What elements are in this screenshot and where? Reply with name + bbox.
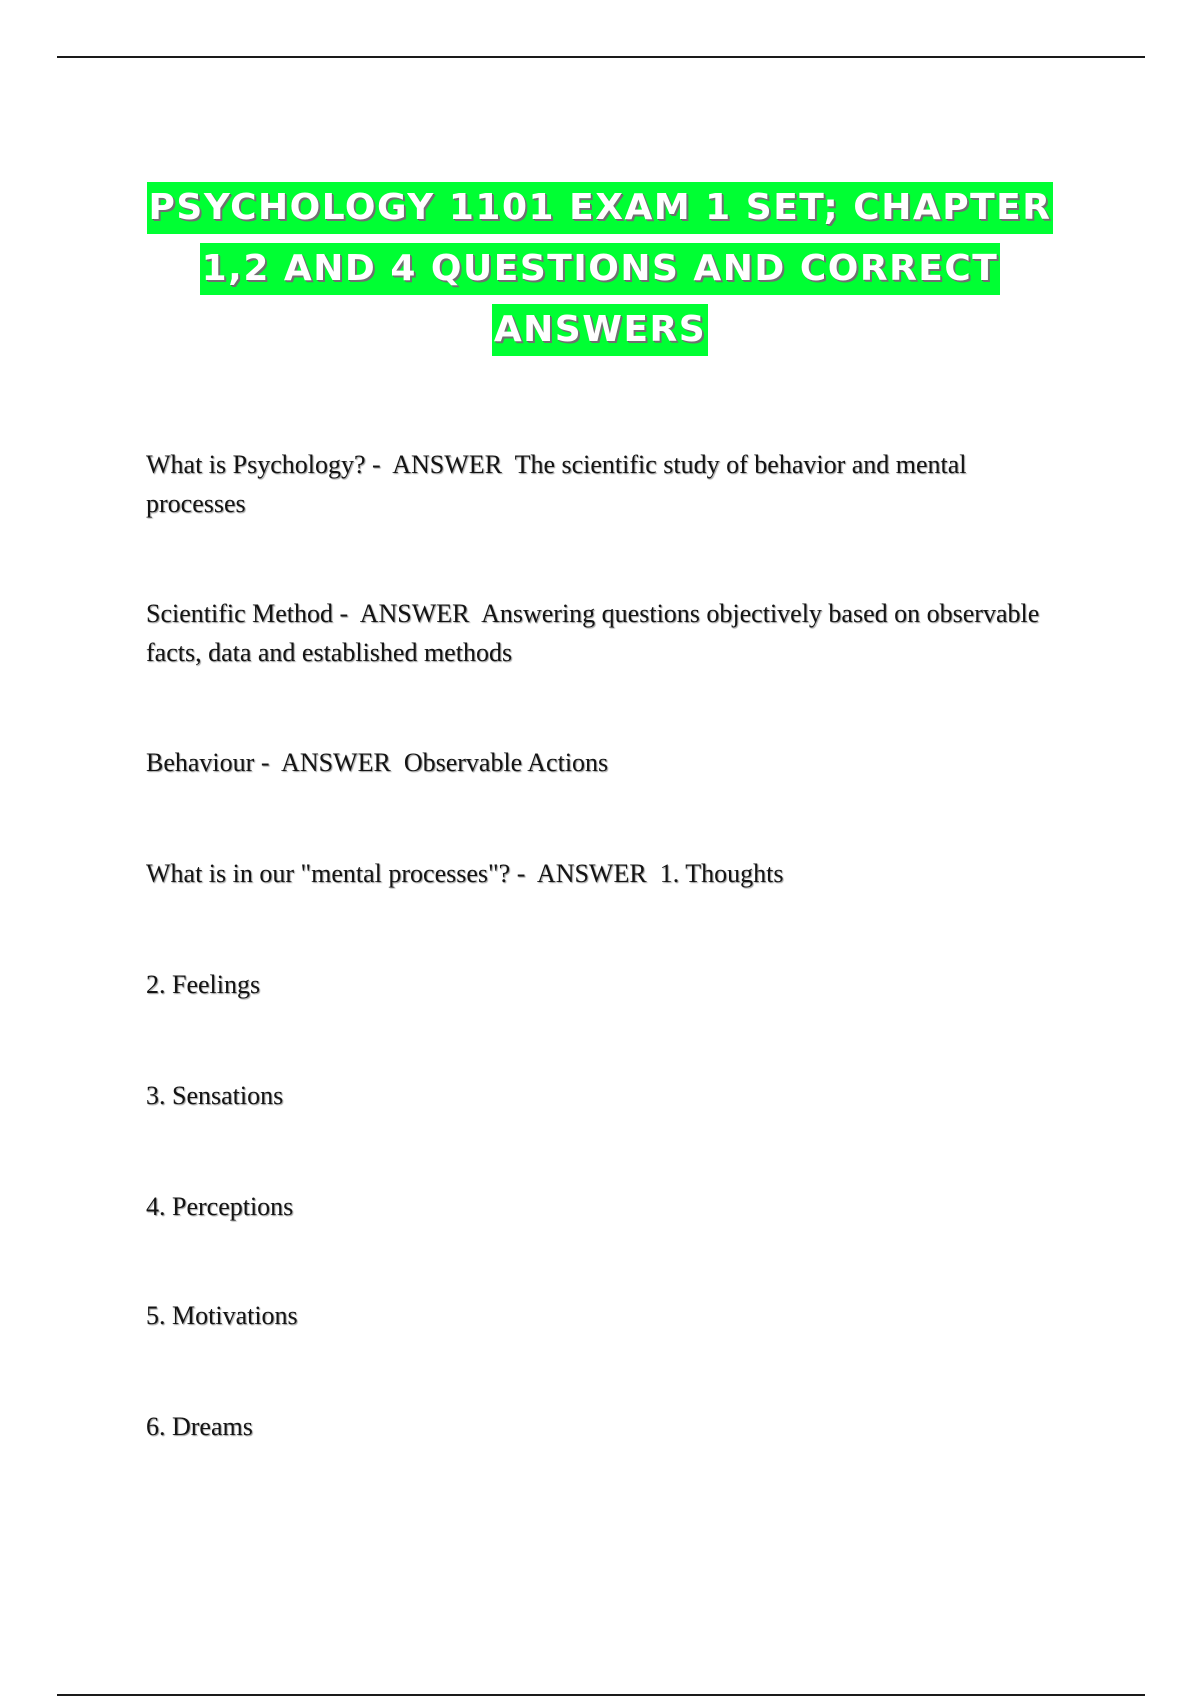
qa-entry [146, 445, 1066, 523]
list-item: 4. Perceptions [146, 1192, 294, 1221]
qa-entry [146, 743, 1066, 782]
qa-entry [146, 594, 1066, 672]
answer-text: Observable Actions [403, 748, 609, 777]
document-title [0, 182, 1200, 365]
title-line-2: 1,2 AND 4 QUESTIONS AND CORRECT [200, 243, 1001, 295]
question-text: What is in our "mental processes"? [146, 859, 511, 888]
footer-rule [57, 1694, 1145, 1696]
answer-separator: - ANSWER [254, 748, 404, 777]
list-item: 2. Feelings [146, 970, 261, 999]
question-text: Behaviour [146, 748, 255, 777]
answer-text: 1. Thoughts [659, 859, 784, 888]
answer-separator: - ANSWER [510, 859, 660, 888]
header-rule [57, 56, 1145, 58]
answer-separator: - ANSWER [365, 450, 515, 479]
list-item: 3. Sensations [146, 1081, 284, 1110]
answer-separator: - ANSWER [333, 599, 482, 628]
title-line-3: ANSWERS [492, 304, 708, 356]
question-text: Scientific Method [146, 599, 334, 628]
list-item: 5. Motivations [146, 1301, 298, 1330]
answer-text: Answering questions objectively based on observable facts, data and established methods [146, 599, 1040, 667]
qa-entry [146, 854, 1066, 893]
list-item: 6. Dreams [146, 1412, 253, 1441]
title-line-1: PSYCHOLOGY 1101 EXAM 1 SET; CHAPTER [147, 182, 1054, 234]
answer-text: The scientific study of behavior and mental processes [146, 450, 967, 518]
question-text: What is Psychology? [146, 450, 366, 479]
